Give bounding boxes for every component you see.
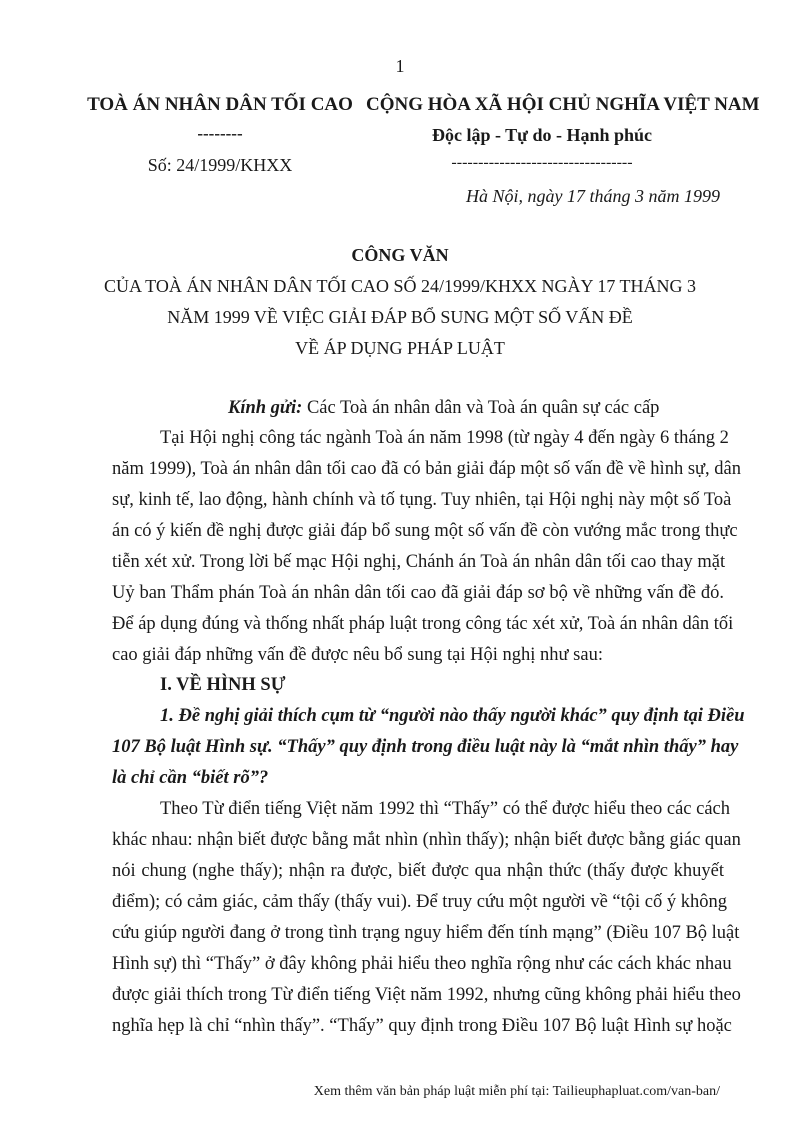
footer-source-note: Xem thêm văn bản pháp luật miễn phí tại: Tailieuphapluat.com/van-ban/ bbox=[313, 1084, 720, 1099]
header-left-rule: -------- bbox=[197, 124, 243, 143]
answer-line: Theo Từ điển tiếng Việt năm 1992 thì “Thấy” có thể được hiểu theo các cách bbox=[160, 799, 730, 819]
answer-line: nói chung (nghe thấy); nhận ra được, biết được qua nhận thức (thấy được khuyết bbox=[112, 861, 724, 881]
header-right-rule: ---------------------------------- bbox=[451, 154, 633, 171]
salutation bbox=[228, 398, 659, 419]
intro-line: sự, kinh tế, lao động, hành chính và tố tụng. Tuy nhiên, tại Hội nghị này một số Toà bbox=[112, 490, 732, 510]
answer-line: điểm); có cảm giác, cảm thấy (thấy vui). Để truy cứu một người về “tội cố ý không bbox=[112, 892, 727, 912]
answer-line: nghĩa hẹp là chỉ “nhìn thấy”. “Thấy” quy định trong Điều 107 Bộ luật Hình sự hoặc bbox=[112, 1016, 732, 1036]
issuing-organization: TOÀ ÁN NHÂN DÂN TỐI CAO bbox=[87, 94, 353, 115]
intro-line: Uỷ ban Thẩm phán Toà án nhân dân tối cao đã giải đáp sơ bộ về những vấn đề đó. bbox=[112, 583, 724, 603]
question-line: là chỉ cần “biết rõ”? bbox=[112, 768, 269, 788]
salutation-label: Kính gửi: bbox=[228, 398, 303, 418]
page-number: 1 bbox=[395, 56, 405, 76]
document-number: Số: 24/1999/KHXX bbox=[147, 155, 293, 175]
intro-line: tiễn xét xử. Trong lời bế mạc Hội nghị, Chánh án Toà án nhân dân tối cao thay mặt bbox=[112, 552, 726, 572]
document-title-line: CỦA TOÀ ÁN NHÂN DÂN TỐI CAO SỐ 24/1999/KHXX NGÀY 17 THÁNG 3 bbox=[103, 276, 696, 296]
answer-line: khác nhau: nhận biết được bằng mắt nhìn (nhìn thấy); nhận biết được bằng giác quan bbox=[112, 830, 741, 850]
answer-line: cứu giúp người đang ở trong tình trạng nguy hiểm đến tính mạng” (Điều 107 Bộ luật bbox=[112, 923, 740, 943]
intro-line: Tại Hội nghị công tác ngành Toà án năm 1998 (từ ngày 4 đến ngày 6 tháng 2 bbox=[160, 428, 729, 448]
intro-line: năm 1999), Toà án nhân dân tối cao đã có bản giải đáp một số vấn đề về hình sự, dân bbox=[112, 459, 742, 479]
question-line: 1. Đề nghị giải thích cụm từ “người nào thấy người khác” quy định tại Điều bbox=[160, 706, 745, 726]
salutation-recipients: Các Toà án nhân dân và Toà án quân sự các cấp bbox=[302, 398, 660, 418]
document-title-line: VỀ ÁP DỤNG PHÁP LUẬT bbox=[295, 338, 505, 358]
national-motto: Độc lập - Tự do - Hạnh phúc bbox=[431, 125, 653, 145]
question-line: 107 Bộ luật Hình sự. “Thấy” quy định trong điều luật này là “mắt nhìn thấy” hay bbox=[112, 737, 739, 757]
national-title: CỘNG HÒA XÃ HỘI CHỦ NGHĨA VIỆT NAM bbox=[366, 94, 760, 115]
intro-line: Để áp dụng đúng và thống nhất pháp luật trong công tác xét xử, Toà án nhân dân tối bbox=[112, 614, 734, 634]
section-heading: I. VỀ HÌNH SỰ bbox=[160, 675, 286, 695]
answer-line: được giải thích trong Từ điển tiếng Việt năm 1992, nhưng cũng không phải hiểu theo bbox=[112, 985, 741, 1005]
answer-line: Hình sự) thì “Thấy” ở đây không phải hiểu theo nghĩa rộng như các cách khác nhau bbox=[112, 954, 732, 974]
place-and-date: Hà Nội, ngày 17 tháng 3 năm 1999 bbox=[466, 186, 720, 206]
document-title-line: NĂM 1999 VỀ VIỆC GIẢI ĐÁP BỔ SUNG MỘT SỐ VẤN ĐỀ bbox=[167, 307, 633, 327]
intro-line: cao giải đáp những vấn đề được nêu bổ sung tại Hội nghị như sau: bbox=[112, 645, 603, 665]
document-type-heading: CÔNG VĂN bbox=[351, 245, 449, 265]
intro-line: án có ý kiến đề nghị được giải đáp bổ sung một số vấn đề còn vướng mắc trong thực bbox=[112, 521, 738, 541]
